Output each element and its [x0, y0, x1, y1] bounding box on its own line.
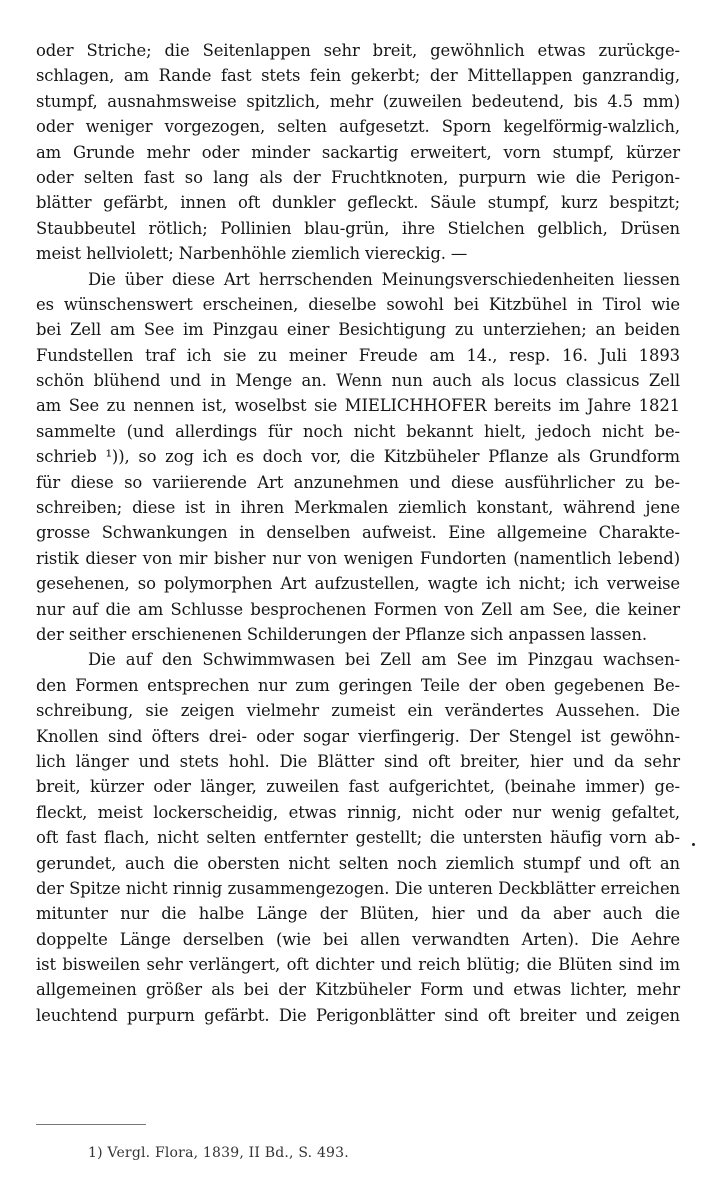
footnote-rule — [36, 1124, 146, 1125]
text-line: fleckt, meist lockerscheidig, etwas rinnig, nicht oder nur wenig gefaltet, — [36, 802, 680, 822]
text-line: es wünschenswert erscheinen, dieselbe sowohl bei Kitzbühel in Tirol wie — [36, 294, 680, 314]
text-line: am See zu nennen ist, woselbst sie MIELICHHOFER bereits im Jahre 1821 — [36, 396, 680, 416]
body-text — [36, 38, 680, 1028]
text-line: Fundstellen traf ich sie zu meiner Freude am 14., resp. 16. Juli 1893 — [36, 345, 680, 365]
paragraph-1 — [36, 38, 680, 267]
text-line: lich länger und stets hohl. Die Blätter sind oft breiter, hier und da sehr — [36, 751, 680, 771]
text-line: den Formen entsprechen nur zum geringen Teile der oben gegebenen Be- — [36, 675, 680, 695]
text-line: ist bisweilen sehr verlängert, oft dichter und reich blütig; die Blüten sind im — [36, 955, 680, 975]
text-line: grosse Schwankungen in denselben aufweist. Eine allgemeine Charakte- — [36, 523, 680, 543]
text-line: gerundet, auch die obersten nicht selten noch ziemlich stumpf und oft an — [36, 853, 680, 873]
text-line: oder Striche; die Seitenlappen sehr breit, gewöhnlich etwas zurückge- — [36, 41, 680, 60]
text-line: breit, kürzer oder länger, zuweilen fast aufgerichtet, (beinahe immer) ge- — [36, 777, 680, 797]
text-line: sammelte (und allerdings für noch nicht bekannt hielt, jedoch nicht be- — [36, 421, 680, 441]
text-line: doppelte Länge derselben (wie bei allen verwandten Arten). Die Aehre — [36, 929, 680, 949]
text-line: gesehenen, so polymorphen Art aufzustellen, wagte ich nicht; ich verweise — [36, 574, 680, 594]
print-speck — [692, 843, 695, 846]
text-line: schrieb ¹)), so zog ich es doch vor, die Kitzbüheler Pflanze als Grundform — [36, 447, 680, 467]
text-line: schreibung, sie zeigen vielmehr zumeist ein verändertes Aussehen. Die — [36, 701, 680, 721]
text-line: am Grunde mehr oder minder sackartig erweitert, vorn stumpf, kürzer — [36, 142, 680, 162]
text-line: bei Zell am See im Pinzgau einer Besichtigung zu unterziehen; an beiden — [36, 320, 680, 340]
text-line: ristik dieser von mir bisher nur von wenigen Fundorten (namentlich lebend) — [36, 548, 680, 568]
text-line: meist hellviolett; Narbenhöhle ziemlich viereckig. — — [36, 244, 468, 264]
text-line: allgemeinen größer als bei der Kitzbüheler Form und etwas lichter, mehr — [36, 980, 680, 1000]
text-line: Die auf den Schwimmwasen bei Zell am See im Pinzgau wachsen- — [88, 650, 680, 670]
paragraph-2 — [36, 267, 680, 648]
text-line: der Spitze nicht rinnig zusammengezogen. Die unteren Deckblätter erreichen — [36, 878, 680, 898]
paragraph-3 — [36, 647, 680, 1028]
text-line: nur auf die am Schlusse besprochenen Formen von Zell am See, die keiner — [36, 599, 680, 619]
text-line: mitunter nur die halbe Länge der Blüten, hier und da aber auch die — [36, 904, 680, 924]
text-line: für diese so variierende Art anzunehmen und diese ausführlicher zu be- — [36, 472, 680, 492]
text-line: der seither erschienenen Schilderungen der Pflanze sich anpassen lassen. — [36, 624, 647, 644]
text-line: schön blühend und in Menge an. Wenn nun auch als locus classicus Zell — [36, 371, 680, 391]
text-line: schlagen, am Rande fast stets fein gekerbt; der Mittellappen ganzrandig, — [36, 66, 680, 86]
text-line: Staubbeutel rötlich; Pollinien blau-grün, ihre Stielchen gelblich, Drüsen — [36, 218, 680, 238]
text-line: stumpf, ausnahmsweise spitzlich, mehr (zuweilen bedeutend, bis 4.5 mm) — [36, 91, 680, 111]
text-line: oder selten fast so lang als der Fruchtknoten, purpurn wie die Perigon- — [36, 167, 680, 187]
text-line: leuchtend purpurn gefärbt. Die Perigonblätter sind oft breiter und zeigen — [36, 1005, 680, 1025]
text-line: blätter gefärbt, innen oft dunkler gefleckt. Säule stumpf, kurz bespitzt; — [36, 193, 680, 213]
text-line: Die über diese Art herrschenden Meinungsverschiedenheiten liessen — [88, 269, 680, 289]
text-line: schreiben; diese ist in ihren Merkmalen ziemlich konstant, während jene — [36, 498, 680, 518]
text-line: oder weniger vorgezogen, selten aufgesetzt. Sporn kegelförmig-walzlich, — [36, 117, 680, 137]
text-line: oft fast flach, nicht selten entfernter gestellt; die untersten häufig vorn ab- — [36, 828, 680, 848]
footnote: 1) Vergl. Flora, 1839, II Bd., S. 493. — [88, 1145, 349, 1161]
text-line: Knollen sind öfters drei- oder sogar vierfingerig. Der Stengel ist gewöhn- — [36, 726, 680, 746]
